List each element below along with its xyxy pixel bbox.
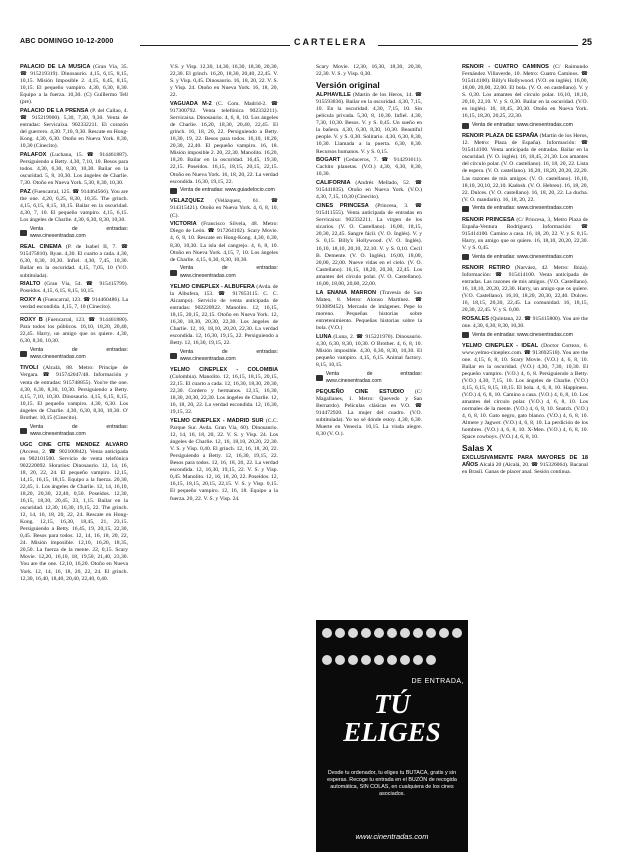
cinema-name: LA ENANA MARRON [316,289,377,296]
cinema-listing [316,334,422,369]
cinema-schedule: (C. Com. Madrid-2. ☎ 917300792. Venta telefónica 902332211). Servicaixa. Dinosaurio. 4, 6, 8, 10. Los ángeles de Charlie. 16,20, 18,30, 20,40, 22,45. El grinch. 16, 18, 20, 22. Persiguiendo a Betty. 16,30, 19, 22. Besos para todos. 16,10, 18,20, 20,30, 22,40. El pequeño vampiro. 16, 18. Misión imposible 2. 20, 22,30. Manolito. 16,20, 18,20. Bailar en la oscuridad. 16,45, 19,30, 22,15. Poseídos. 16,15, 18,15, 20,15, 22,15. Otoño en Nueva York. 16, 18, 20, 22. La verdad escondida. 16,30, 19,15, 22. [170,101,278,185]
cinema-schedule: (C/ Magallanes, 1. Metro: Quevedo y San Bernardo). Películas clásicas en V.O. ☎ 914472920. La mujer del cuadro. (V.O. subtitulada). Yo no sé dónde estoy. 4,30, 6,30. Muerte en Venecia. 10,15. La viuda alegre. 8,30 (V. O.). [316,388,422,438]
cinema-listing [170,64,278,99]
cinema-name: LUNA [316,333,332,340]
cinema-name: RENOIR PLAZA DE ESPAÑA [462,133,539,140]
cinema-listing [170,198,278,219]
cinema-name: PALACIO DE LA MUSICA [20,64,91,70]
cinema-schedule: (Travesía de San Mateo, 8. Metro: Alonso Martínez. ☎ 913089452). Mercado de imágenes. Pepe lo moreno. Pequeñas historias sobre entretenimiento. Pequeñas historias sobre la bola. (V.O.) [316,289,422,331]
ad-seats-graphic [322,628,462,678]
cinema-schedule: (P. del Callao, 4. ☎ 915219900). 5,30, 7,30, 9,30. Venta de entradas: Servicaixa. 902332211. El corazón del guerrero. 4,30. 7,10, 9,30. Rescate en Hong-Kong. 4,30, 6,30. Otoño en Nueva York. 8,30, 10,30 (Cinecito). [20,108,128,150]
cinema-schedule: (Francisco Silvela, 48. Metro: Diego de León. ☎ 917264102). Scary Movie. 4, 6, 8, 10. Rescate en Hong-Kong. 4,30, 6,30, 8,30, 10,30. La isla del cangrejo. 4, 6, 8, 10. Otoño en Nueva York. 4,15, 7, 10. Los ángeles de Charlie. 4,15, 6,30, 8,30, 10,30. [170,221,278,263]
cinema-listing [20,189,128,224]
cinema-name: UGC CINE CITE MENDEZ ALVARO [20,441,128,448]
cinema-name: PAZ [20,189,31,196]
cinema-schedule: (C/ Princesa, 3, Metro Plaza de España-Ventura Rodríguez). Información: ☎ 915414100. Camino a casa. 16, 18, 20, 22. V. y S. 0,15. Harry, un amigo que os quiere. 16, 18,10, 20,20, 22,30. V. y S. 0,45. [462,216,588,251]
cinema-name: VAGUADA M-2 [170,101,212,108]
cinema-name: PALACIO DE LA PRENSA [20,108,89,115]
cinema-schedule: (Martín de los Heros, 14. ☎ 915593836). Bailar en la oscuridad. 4,30, 7,15, 10. En la oscuridad. 4,30, 7,15, 10. Sin película privada. 5,30, 8, 10,30. Infiel. 4,30, 7,30, 10,30. Besos. V. y S. 0,45. Un sueño en la bañera. 4,30, 6,30, 8,30, 10,30. Beautiful people. V. y S. 0,30. Solitario. 4,30, 6,30, 8,30, 10,30. Llamada a la puerta. 6,30, 8,30. Recursos humanos. V. y S. 0,15. [316,92,422,155]
computer-icon [462,123,469,129]
cinema-name: ROXY A [20,297,42,304]
ticket-sales-text: Venta de entradas: www.cinesentradas.com [472,331,573,338]
cinema-listing [316,92,422,155]
section-heading: Versión original [316,80,380,91]
cinema-schedule: (Andrés Mellado, 52. ☎ 915441835). Otoño en Nueva York. (V.O.) 4,30, 7,15, 10,30 (Cinecito). [316,180,422,201]
ticket-sales-text: Venta de entradas: www.cinesentradas.com [29,226,128,240]
ticket-sales-text: Venta de entradas: www.cinesentradas.com [472,122,573,129]
page-header [20,38,592,50]
header-section: CARTELERA [290,37,372,47]
ticket-sales-text: Venta de entradas: www.cinesentradas.com [325,370,422,384]
cinema-listing [20,64,128,106]
ad-tagline: DE ENTRADA, [411,678,464,685]
listings-column-1 [20,64,128,584]
computer-icon [462,332,469,338]
cinema-schedule: (Luchana, 15. ☎ 914461887). Persiguiendo a Betty. 4,30, 7,10, 10. Besos para todos. 4,30, 6,30, 8,30, 10,30. Bailar en la oscuridad. 5, 8, 10,30. Los ángeles de Charlie. 7,30. Otoño en Nueva York. 5,30, 8,30, 10,30. [20,152,128,187]
ticket-sales-text: Venta de entradas: www.cinesentradas.com [179,265,278,279]
ticket-sales-text: Venta de entradas: www.cinesentradas.com [472,205,573,212]
cinema-schedule: V.S. y Visp. 12,30, 14,30, 16,30, 18,30, 20,30, 22,30. El grinch. 16,20, 18,30, 20,40, 22,45. V. S. y Visp. 0,45. Dinosaurio. 16, 18, 20, 22. V. S. y Visp. 24. Otoño en Nueva York. 16, 18, 20, 22. [170,64,278,99]
ticket-sales-text: Venta de entradas: www.guiadelocio.com [180,187,275,194]
cinema-schedule: (Fuencarral, 123. ☎ 914460486). La verdad escondida. 4,15, 7, 10 (Cinecito). [20,297,128,311]
cinema-listing [170,418,278,503]
cinema-schedule: (Cedaceros, 7. ☎ 914291611). Cachito planetas. (V.O.) 4,30, 6,30, 8,30, 10,30. [316,157,423,178]
cinema-listing [316,290,422,332]
header-rule-right [378,45,578,46]
cinema-listing [316,389,422,438]
cinema-schedule: (Gran Vía, 35. ☎ 915219319). Dinosaurio. 4,15, 6,15, 8,15, 10,15. Misión Imposible 2. 4,15, 6,45, 8,15, 10,15. El pequeño vampiro. 4,30, 6,30, 8,30. Equipo a la fuerza. 10,30. (C) Guillermo Tell (pre). [20,64,128,106]
cinema-listing [170,101,278,186]
cinema-name: REAL CINEMA [20,244,62,251]
cinema-schedule: (Acceso, 2. ☎ 902100842). Venta anticipada en 902101500. Servicio de venta telefónica 902220092. Horarios: Dinosaurio. 12, 14, 16, 18, 20, 22, 24. El pequeño vampiro. 12,15, 14,15, 16,15, 18,15. Equipo a la fuerza. 20,30, 22,45, 1. Los ángeles de Charlie. 12, 14, 16,10, 18,20, 20,30, 22,40, 0,50. Poseídos. 12,30, 16,15, 18,30, 20,45, 23, 1,15. Bailar en la oscuridad. 12,30, 16,30, 19,15, 22. The grinch. 12, 14, 16, 18, 20, 22, 24. Rescate en Hong-Kong. 12,15, 16,30, 18,45, 21, 23,15. Persiguiendo a Betty. 16,45, 19, 20,15, 22,30, 0,45. Besos para todos. 12, 14, 16, 18, 20, 22, 24. Misión imposible. 12,10, 16,20, 18,35, 20,50. La fuerza de la mente. 22, 0,15. Scary Movie. 12,20, 16,10, 18, 19,50, 21,40, 23,30. You are the one. 12,10, 16,20. Otoño en Nueva York. 12, 14, 16, 18, 20, 22, 24. El grinch. 12,30, 16,40, 18,40, 20,40, 22,40, 0,40. [20,448,128,582]
cinema-schedule: Scary Movie. 12,30, 16,30, 18,30, 20,30, 22,30. V. S. y Visp. 0,30. [316,64,422,78]
cinema-schedule: Alcalá 20 (Alcalá, 20. ☎ 915326064). Bacanal en Brasil. Ganas de placer anal. Sesión continua. [462,462,588,476]
computer-icon [170,353,177,359]
cinema-name: RENOIR - CUATRO CAMINOS [462,64,549,70]
cinema-schedule: (Fuencarral, 123. ☎ 914461880). Para todos los públicos. 16,10, 18,20, 20,40, 22,45. Harry, un amigo que os quiere. 4,30, 6,30, 8,30, 10,30. [20,317,128,345]
ad-headline: TÚ ELIGES [343,689,441,747]
computer-icon [20,428,27,434]
cinema-schedule: (Velázquez, 61. ☎ 914315421). Otoño en Nueva York. 4, 6, 8, 10, (C). [170,198,278,219]
listings-column-2 [170,64,278,504]
ticket-sales-note [462,122,588,129]
ticket-sales-note [462,205,588,212]
cinema-name: RIALTO [20,281,41,288]
ticket-sales-note [170,349,278,363]
section-heading: Salas X [462,443,493,454]
computer-icon [316,375,323,381]
cinema-listing [462,217,588,252]
cinema-name: ROXY B [20,317,43,324]
cinema-name: YELMO CINEPLEX - MADRID SUR [170,417,264,424]
cinema-name: CALIFORNIA [316,180,351,187]
cinema-name: RENOIR RETIRO [462,264,510,271]
cinema-name: YELMO CINEPLEX - IDEAL [462,342,539,349]
ticket-sales-note [462,254,588,261]
column-separator [20,313,128,314]
cinema-listing [462,265,588,314]
header-rule-left [140,45,290,46]
listings-column-3 [316,64,422,440]
cinema-listing [170,221,278,263]
cinema-name: PEQUEÑO CINE ESTUDIO [316,388,405,395]
ticket-sales-note [316,371,422,385]
ticket-sales-note [170,265,278,279]
ticket-sales-text: Venta de entradas: www.cinesentradas.com [29,347,128,361]
cinema-listing [316,64,422,78]
cinema-name: EXCLUSIVAMENTE PARA MAYORES DE 18 AÑOS [462,455,588,469]
cinema-name: BOGART [316,157,341,164]
computer-icon [20,351,27,357]
cinema-listing [462,455,588,476]
cinema-schedule: (Martín de los Heros, 12. Metro: Plaza de España). Información: ☎ 915414100. Venta anticipada de entradas. Bailar en la oscuridad. (V. O. inglés). 16, 18,45, 21,30. Los amantes del círculo polar. (V. O. castellano). 16, 18, 20, 22. Lista de espera. (V. O. castellano). 16,20, 18,20, 20,20, 22,20. Las razones de mis amigos. (V. O. castellano). 16,10, 18,10, 20,10, 22,10. Kadosh. (V. O. Hebreo). 16, 18, 20, 22. Dulces. (V. O. castellano). 16, 18, 20, 22. La ducha. (V. O. mandarín). 16, 18, 20, 22. [462,133,588,203]
cinema-listing [20,281,128,295]
ticket-sales-note [20,347,128,361]
computer-icon [170,188,177,194]
page-number: 25 [581,37,592,47]
cinema-name: ALPHAVILLE [316,92,351,99]
cinema-schedule: (Narváez, 42. Metro: Ibiza). Información: ☎ 915414100. Venta anticipada de entradas. Las razones de mis amigos. (V.O. Castellano). 16, 18,10, 20,20, 22,30. Harry, un amigo que os quiere. (V.O. Castellano). 16,10, 18,20, 20,30, 22,40. Dulces. 16, 18,15, 20,30, 22,45. La comunidad. 16, 18,15, 20,30, 22,45. V. y S. 0,00. [462,264,588,313]
ad-url[interactable]: www.cinentradas.com [355,832,429,841]
cinema-listing [462,316,588,330]
ticket-sales-note [20,424,128,438]
computer-icon [462,254,469,260]
listings-column-4 [462,64,588,478]
cinema-schedule: (P. de Isabel II, 7. ☎ 915475810). Ryan. 4,30. El cuarto a cada. 4,30, 6,30, 8,30, 10,30. Infiel. 4,30, 7,45, 10,30. Bailar en la oscuridad. 4,15, 7,05, 10 (V.O. subtitulada). [20,244,128,279]
cinema-name: VELAZQUEZ [170,198,204,205]
cinema-name: TIVOLI [20,365,39,372]
ticket-sales-text: Venta de entradas: www.cinesentradas.com [472,253,573,260]
cinema-schedule: (Alcalá, 88. Metro: Príncipe de Vergara. ☎ 915742047/48. Información y venta de entradas: 915748855). You're the one. 4,30, 6,30, 8,30, 10,30. Persiguiendo a Betty. 4,15, 7,10, 10,30. Dinosaurio. 4,15, 6,15, 8,15, 10,15. El pequeño vampiro. 4,30, 6,30. Los ángeles de Charlie. 4,30, 6,30, 8,30, 10,30. O' Brother. 10,15 (Cinecito). [20,365,128,421]
cinema-name: YELMO CINEPLEX - ALBUFERA [170,283,255,290]
cinema-schedule: (Gran Vía, 54. ☎ 915415799). Poseídos. 4,15, 6,15, 8,15, 10,15. [20,281,128,295]
cinema-schedule: (Princesa, 3. ☎ 915411555). Venta anticipada de entradas en Servicaixa: 902332211. La virgen de los sicarios. (V. O. Castellano). 16,00, 18,15, 20,30, 22,45. Sangre fácil. (V. O. Inglés). V. y S. 0,15. Billy's Hollywood. (V. O. Inglés). 16,10, 18,10, 20,10, 22,10. V. y S. 0,10. Cecil B. Demente. (V. O. Inglés). 16,00, 18,00, 20,00, 22,00. Nueve vidas en el cielo. (V. O. Castellano). 16,15, 18,20, 20,30, 22,45. Los amantes del círculo polar. (V. O. Castellano). 16,00, 18,00, 20,00, 22,00. [316,203,423,287]
cinema-listing [170,367,278,416]
ticket-sales-text: Venta de entradas: www.cinesentradas.com [29,423,128,437]
ad-body: Desde tu ordenador, tu eliges tu BUTACA, gratis y sin esperas. Recoge tu entrada en el BUZÓN de recogida automática, SIN COLAS, en cualquiera de los cines asociados. [327,770,457,797]
cinema-schedule: (Colombia). Manolito. 12, 16,15, 18,15, 20,15, 22,15. El cuarto a cada. 12, 16,30, 18,30, 20,30, 22,30. Cordero y hermanos. 12,15, 16,30, 18,30, 20,30, 22,30. Los ángeles de Charlie. 12, 16, 18, 20, 22. La verdad escondida. 12, 16,30, 19,15, 22. [170,373,278,416]
cinema-listing [316,157,422,178]
cinema-listing [20,108,128,150]
cinema-listing [462,343,588,442]
cinema-listing [20,317,128,345]
computer-icon [170,270,177,276]
cinema-listing [462,64,588,120]
cinema-schedule: (Fuencarral, 125. ☎ 914464566). You are the one. 4,20, 6,25, 8,30, 10,35. The grinch. 4,15, 6,15, 8,15, 10,15. Bailar en la oscuridad. 4,30, 7, 10. El pequeño vampiro. 4,15, 6,15. Los ángeles de Charlie. 4,30, 6,30, 8,30, 10,30. [20,189,128,224]
cinema-listing [20,442,128,583]
ticket-sales-text: Venta de entradas: www.cinesentradas.com [179,348,278,362]
cinema-listing [462,133,588,203]
ticket-sales-note [462,332,588,339]
cinema-name: YELMO CINEPLEX - COLOMBIA [170,366,278,373]
computer-icon [20,230,27,236]
cinema-name: PALAFOX [20,152,47,159]
cinema-schedule: (Luna, 2. ☎ 915221970). Dinosaurio. 4,30, 6,30, 8,30, 10,30. O Brother. 4, 6, 8, 10. Misión imposible. 4,30, 6,30, 8,30, 10,30. El pequeño vampiro. 4,15, 6,15. Animal factory. 8,15, 10,15. [316,333,422,368]
cinema-schedule: (Doctor Cortezo, 6. www.yelmo-cineplex.com. ☎ 913692518). You are the one. 4,15, 6, 8, 10. Scary Movie. (V.O.) 4, 6, 8, 10. Bailar en la oscuridad. (V.O.) 4,30, 7,30, 10,30. El pequeño vampiro. (V.O.) 4, 6, 8. Persiguiendo a Betty. (V.O.) 4,30, 7,15, 10. Los ángeles de Charlie. (V.O.) 4,15, 6,15, 8,15, 10,15. El bola. 4, 6, 8, 10. Happiness. (V.O.) 4, 6, 8, 10. Camino a casa. (V.O.) 4, 6, 8, 10. Los amantes del círculo polar. (V.O.) 4, 6, 8, 10. Los normales de la mente. (V.O.) 4, 6, 8, 10. Snatch. (V.O.) 4, 6, 8, 10. Gato negro, gato blanco. (V.O.) 4, 6, 8, 10. Almere y Jagwer. (V.O.) 4, 6, 8, 10. La perdición de los hombres. (V.O.) 4, 6, 8, 10. X-Men. (V.O.) 4, 6, 8, 10. Space cowboys. (V.O.) 4, 6, 8, 10. [462,342,589,441]
cinema-schedule: (C.C. Parque Sur. Avda. Gran Vía, 60). Dinosaurio. 12, 14, 16, 18, 20, 22. V. S. y Visp. 24. Los ángeles de Charlie. 12, 16, 18,10, 20,20, 22,30. V. S. y Visp. 0,40. El grinch. 12, 16, 18, 20, 22. Persiguiendo a Betty. 12, 16,30, 19,15, 22. Besos para todos. 12, 16, 18, 20, 22. La verdad escondida. 12, 16,30, 19,15, 22. V. S. y Visp. 0,45. Manolito. 12, 16, 18, 20, 22. Poseídos. 12, 16,15, 18,15, 20,15, 22,15. V. S. y Visp. 0,15. El pequeño vampiro. 12, 16, 18. Equipo a la fuerza. 20, 22. V. S. y Visp. 24. [170,417,278,502]
cinema-listing [316,180,422,201]
cinema-listing [20,297,128,311]
cinema-listing [20,365,128,421]
cinema-listing [20,244,128,279]
cinema-listing [170,284,278,347]
cinema-schedule: (C/ Raimundo Fernández Villaverde, 10. Metro: Cuatro Caminos. ☎ 915414100). Billy's Hollywood. (V.O. en inglés). 16,00, 18,00, 20,00, 22,00. El bola. (V. O. en castellano). V. y S. 0,30. Los amantes del círculo polar. 16,10, 18,10, 20,10, 22,10. V. y S. 0,30. Bailar en la oscuridad. (V.O. en inglés). 16, 18,45, 20,30. Otoño en Nueva York. 16,15, 18,20, 20,25, 22,30. [462,64,588,120]
cinema-schedule: (Quintana, 22. ☎ 915415800). You are the one. 4,30, 6,30, 8,30, 10,30. [462,315,589,329]
cinema-name: VICTORIA [170,221,197,228]
cinema-name: RENOIR PRINCESA [462,216,515,223]
cinema-name: CINES PRINCESA [316,203,369,210]
cinema-name: ROSALES [462,315,490,322]
ticket-sales-note [20,226,128,240]
advertisement[interactable] [316,620,468,852]
cinema-listing [20,152,128,187]
cinema-listing [316,203,422,288]
computer-icon [462,206,469,212]
header-date: ABC DOMINGO 10-12-2000 [20,38,114,45]
cinema-schedule: (Avda. de la Albufera, 153. ☎ 917853115. C. C. Alcampo). Servicio de venta anticipada de entradas: 902220922. Manolito. 12, 16,15, 18,15, 20,15, 22,15. Otoño en Nueva York. 12, 16,30, 18,30, 20,30, 22,30. Los ángeles de Charlie. 12, 16, 18,10, 20,20, 22,30. La verdad escondida. 12, 16,30, 19,15, 22. Persiguiendo a Betty. 12, 16,30, 19,15, 22. [170,283,278,346]
ticket-sales-note [170,187,278,194]
